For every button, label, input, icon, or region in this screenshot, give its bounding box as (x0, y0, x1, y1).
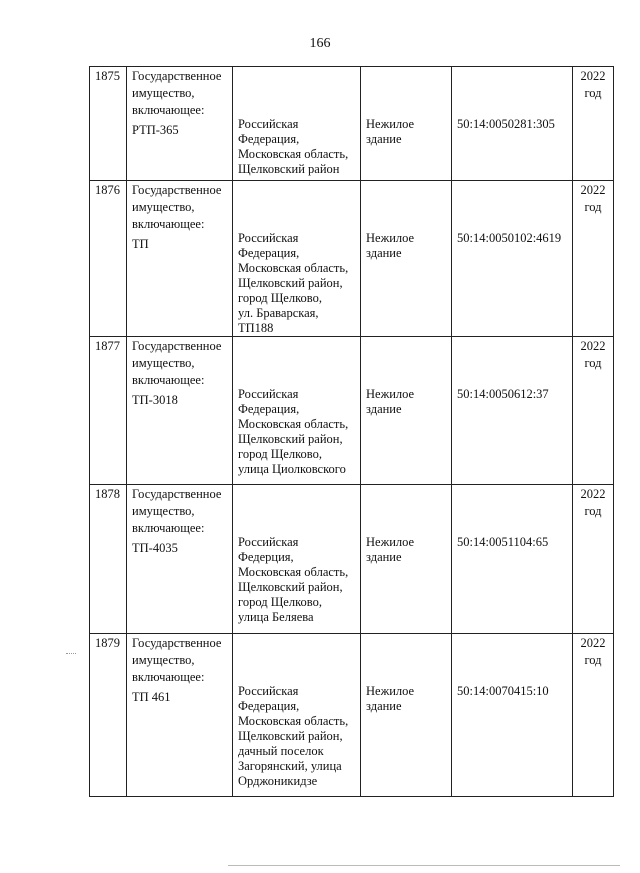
line-spacer (361, 181, 451, 231)
row-number-cell (90, 485, 127, 634)
address-line: Орджоникидзе (238, 774, 318, 788)
address-line: Московская область, (238, 147, 349, 161)
address-line: Федерация, (238, 132, 300, 146)
line-spacer (452, 67, 572, 117)
address-line: Московская область, (238, 417, 349, 431)
object-heading-line: имущество, (132, 86, 195, 100)
scan-artifact (66, 653, 76, 654)
object-designation: ТП 461 (132, 690, 171, 704)
address-line: дачный поселок (238, 744, 324, 758)
table-row (90, 67, 614, 181)
object-name-cell (127, 485, 233, 634)
address-cell (233, 485, 361, 634)
cadastral-number-cell (452, 337, 573, 485)
address-line: Федерация, (238, 246, 300, 260)
table-row (90, 485, 614, 634)
address-line: Российская (238, 535, 299, 549)
year-line: 2022 (580, 183, 606, 197)
cadastral-number-cell (452, 634, 573, 797)
address-line: Российская (238, 684, 299, 698)
row-number-cell (90, 337, 127, 485)
year-cell (573, 634, 614, 797)
address-line: Щелковский район, (238, 432, 343, 446)
object-type-cell (361, 337, 452, 485)
object-type-line: здание (366, 550, 402, 564)
address-line: город Щелково, (238, 447, 322, 461)
object-type-cell (361, 181, 452, 337)
line-spacer (233, 485, 360, 535)
line-spacer (452, 337, 572, 387)
object-heading-line: включающее: (132, 103, 205, 117)
cadastral-number-cell (452, 485, 573, 634)
object-heading-line: Государственное (132, 339, 222, 353)
object-name-cell (127, 634, 233, 797)
year-line: 2022 (580, 636, 606, 650)
address-line: Федерция, (238, 550, 294, 564)
object-designation: ТП-3018 (132, 393, 178, 407)
address-line: ул. Браварская, (238, 306, 319, 320)
object-type-line: Нежилое (366, 117, 415, 131)
address-cell (233, 181, 361, 337)
table-row (90, 634, 614, 797)
object-heading-line: включающее: (132, 217, 205, 231)
object-heading-line: имущество, (132, 356, 195, 370)
object-heading-line: Государственное (132, 69, 222, 83)
year-line: год (584, 200, 602, 214)
year-line: год (584, 356, 602, 370)
line-spacer (233, 337, 360, 387)
object-heading-line: имущество, (132, 200, 195, 214)
object-heading-line: имущество, (132, 504, 195, 518)
row-number: 1878 (95, 487, 120, 501)
line-spacer (361, 337, 451, 387)
object-type-line: здание (366, 132, 402, 146)
object-type-line: Нежилое (366, 387, 415, 401)
object-heading-line: включающее: (132, 670, 205, 684)
line-spacer (233, 181, 360, 231)
year-line: 2022 (580, 69, 606, 83)
object-designation: ТП-4035 (132, 541, 178, 555)
cadastral-number: 50:14:0051104:65 (457, 535, 549, 549)
object-type-line: Нежилое (366, 535, 415, 549)
year-cell (573, 337, 614, 485)
address-line: Федерация, (238, 402, 300, 416)
address-line: Щелковский район, (238, 276, 343, 290)
year-line: год (584, 653, 602, 667)
line-spacer (452, 485, 572, 535)
address-line: Федерация, (238, 699, 300, 713)
address-line: ТП188 (238, 321, 274, 335)
registry-body (90, 67, 614, 797)
address-line: Московская область, (238, 565, 349, 579)
address-cell (233, 337, 361, 485)
address-line: Щелковский район (238, 162, 340, 176)
year-line: год (584, 504, 602, 518)
address-line: Российская (238, 231, 299, 245)
line-spacer (233, 67, 360, 117)
line-spacer (452, 634, 572, 684)
row-number-cell (90, 181, 127, 337)
object-name-cell (127, 181, 233, 337)
object-type-line: Нежилое (366, 684, 415, 698)
address-line: улица Беляева (238, 610, 314, 624)
address-line: Российская (238, 117, 299, 131)
object-type-cell (361, 67, 452, 181)
address-line: город Щелково, (238, 595, 322, 609)
object-designation: ТП (132, 237, 149, 251)
cadastral-number: 50:14:0050612:37 (457, 387, 549, 401)
object-type-line: здание (366, 699, 402, 713)
page-number: 166 (309, 36, 331, 51)
object-type-cell (361, 634, 452, 797)
cadastral-number: 50:14:0050102:4619 (457, 231, 562, 245)
year-cell (573, 67, 614, 181)
object-type-cell (361, 485, 452, 634)
cadastral-number-cell (452, 181, 573, 337)
object-type-line: здание (366, 246, 402, 260)
bottom-rule (228, 865, 620, 866)
row-number: 1875 (95, 69, 120, 83)
object-heading-line: включающее: (132, 521, 205, 535)
year-line: год (584, 86, 602, 100)
row-number: 1877 (95, 339, 120, 353)
line-spacer (361, 634, 451, 684)
row-number-cell (90, 67, 127, 181)
address-line: Загорянский, улица (238, 759, 342, 773)
address-line: город Щелково, (238, 291, 322, 305)
table-row (90, 181, 614, 337)
cadastral-number-cell (452, 67, 573, 181)
year-line: 2022 (580, 487, 606, 501)
address-cell (233, 634, 361, 797)
address-line: Московская область, (238, 714, 349, 728)
object-heading-line: Государственное (132, 487, 222, 501)
address-line: Московская область, (238, 261, 349, 275)
year-line: 2022 (580, 339, 606, 353)
row-number: 1876 (95, 183, 120, 197)
object-designation: РТП-365 (132, 123, 179, 137)
address-cell (233, 67, 361, 181)
object-name-cell (127, 67, 233, 181)
cadastral-number: 50:14:0070415:10 (457, 684, 549, 698)
object-type-line: здание (366, 402, 402, 416)
cadastral-number: 50:14:0050281:305 (457, 117, 555, 131)
table-row (90, 337, 614, 485)
object-type-line: Нежилое (366, 231, 415, 245)
object-heading-line: Государственное (132, 183, 222, 197)
object-heading-line: имущество, (132, 653, 195, 667)
year-cell (573, 181, 614, 337)
address-line: Щелковский район, (238, 580, 343, 594)
row-number: 1879 (95, 636, 120, 650)
address-line: улица Циолковского (238, 462, 346, 476)
property-registry-table (89, 66, 614, 797)
address-line: Щелковский район, (238, 729, 343, 743)
line-spacer (361, 67, 451, 117)
line-spacer (233, 634, 360, 684)
line-spacer (452, 181, 572, 231)
year-cell (573, 485, 614, 634)
object-name-cell (127, 337, 233, 485)
row-number-cell (90, 634, 127, 797)
object-heading-line: Государственное (132, 636, 222, 650)
line-spacer (361, 485, 451, 535)
address-line: Российская (238, 387, 299, 401)
object-heading-line: включающее: (132, 373, 205, 387)
